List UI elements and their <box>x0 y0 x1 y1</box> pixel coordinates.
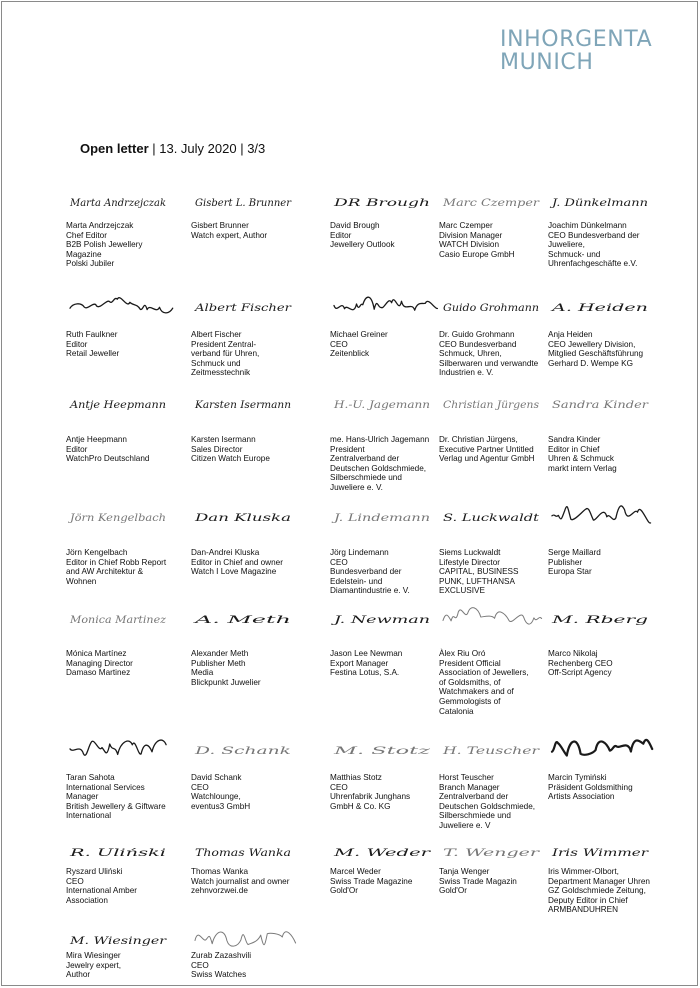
signatory-info <box>330 773 442 811</box>
signatory-entry <box>439 597 551 716</box>
handwritten-signature <box>439 597 549 635</box>
signatory-info <box>439 867 551 896</box>
letter-date: 13. July 2020 <box>159 141 237 156</box>
signatory-entry <box>66 918 178 980</box>
signatory-info <box>66 548 178 586</box>
signature-lettering: Dan Kluska <box>193 513 292 524</box>
signatory-entry <box>330 495 442 596</box>
signatory-info <box>66 435 178 464</box>
signatory-entry <box>330 597 442 678</box>
handwritten-signature <box>191 495 301 533</box>
signatory-details: Managing Director Damaso Martinez <box>66 658 133 678</box>
signature-lettering: M. Weder <box>332 848 433 859</box>
signatory-name: Alexander Meth <box>191 649 249 658</box>
handwritten-signature <box>66 830 176 868</box>
handwritten-signature <box>548 180 658 218</box>
handwritten-signature <box>330 597 440 635</box>
signatory-entry <box>66 382 178 464</box>
signatory-details: Swiss Trade Magazin Gold'Or <box>439 876 517 896</box>
signature-lettering: Guido Grohmann <box>443 303 539 314</box>
signatory-name: Taran Sahota <box>66 773 115 782</box>
signatory-info <box>548 221 660 269</box>
signatory-details: Division Manager WATCH Division Casio Europe GmbH <box>439 230 515 259</box>
signatory-entry <box>191 285 303 378</box>
signatory-details: International Services Manager British Jewellery & Giftware International <box>66 782 166 821</box>
signatory-info <box>548 330 660 368</box>
signatory-info <box>191 548 303 577</box>
signatory-details: Lifestyle Director CAPITAL, BUSINESS PUNK, LUFTHANSA EXCLUSIVE <box>439 557 519 596</box>
signatory-name: David Brough <box>330 221 380 230</box>
signature-lettering: J. Lindemann <box>331 513 430 524</box>
signature-lettering: M. Rberg <box>549 615 648 626</box>
handwritten-signature <box>66 728 176 766</box>
signatory-entry <box>191 597 303 687</box>
signatory-details: President Zentralverband der Deutschen Goldschmiede, Silberschmiede und Juweliere e. V. <box>330 444 427 492</box>
signature-lettering: J. Newman <box>330 615 430 626</box>
signatory-details: Watch expert, Author <box>191 230 268 240</box>
signatory-name: Marc Czemper <box>439 221 493 230</box>
signatory-name: Jason Lee Newman <box>330 649 403 658</box>
signatory-name: Dan-Andrei Kluska <box>191 548 260 557</box>
signature-lettering: Antje Heepmann <box>68 400 166 411</box>
signatory-details: Executive Partner Untitled Verlag und Agentur GmbH <box>439 444 535 464</box>
signatory-info <box>439 435 551 464</box>
signature-stroke <box>443 608 542 625</box>
handwritten-signature <box>191 180 301 218</box>
signature-lettering: T. Wenger <box>443 848 542 859</box>
handwritten-signature <box>548 382 658 420</box>
signatory-info <box>66 330 178 359</box>
signature-lettering: H. Teuscher <box>441 746 541 757</box>
signatory-entry <box>191 180 303 240</box>
signatory-name: Dr. Guido Grohmann <box>439 330 515 339</box>
signatory-info <box>548 548 660 577</box>
signatory-entry <box>439 728 551 831</box>
signature-lettering: H.-U. Jagemann <box>332 400 430 411</box>
handwritten-signature <box>330 728 440 766</box>
handwritten-signature <box>191 597 301 635</box>
signatory-details: CEO Bundesverband der Edelstein- und Diamantindustrie e. V. <box>330 557 410 596</box>
signatory-name: Tanja Wenger <box>439 867 490 876</box>
handwritten-signature <box>439 382 549 420</box>
signatory-entry <box>548 830 660 915</box>
signatory-info <box>330 867 442 896</box>
signatory-details: Branch Manager Zentralverband der Deutschen Goldschmiede, Silberschmiede und Juweliere e. V <box>439 782 536 830</box>
handwritten-signature <box>548 830 658 868</box>
handwritten-signature <box>548 495 658 533</box>
signatory-entry <box>66 830 178 905</box>
signatory-info <box>66 867 178 905</box>
signature-lettering: R. Uliński <box>68 848 166 859</box>
signatory-info <box>191 435 303 464</box>
signatory-details: CEO Uhrenfabrik Junghans GmbH & Co. KG <box>330 782 411 811</box>
handwritten-signature <box>191 728 301 766</box>
signatory-info <box>548 867 660 915</box>
signatory-name: Ryszard Uliński <box>66 867 123 876</box>
signatory-details: CEO Bundesverband der Juweliere, Schmuck- und Uhrenfachgeschäfte e.V. <box>548 230 640 269</box>
signatory-details: Swiss Trade Magazine Gold'Or <box>330 876 413 896</box>
signatory-details: Sales Director Citizen Watch Europe <box>191 444 270 464</box>
signatory-info <box>191 330 303 378</box>
signatory-details: CEO Bundesverband Schmuck, Uhren, Silberwaren und verwandte Industrien e. V. <box>439 339 539 378</box>
signatory-name: Marcin Tymiński <box>548 773 607 782</box>
handwritten-signature <box>439 495 549 533</box>
page-heading: Open letter | 13. July 2020 | 3/3 <box>80 141 266 156</box>
signatory-name: Siems Luckwaldt <box>439 548 501 557</box>
signature-lettering: J. Dünkelmann <box>549 198 648 209</box>
signatory-info <box>330 649 442 678</box>
signatory-info <box>66 773 178 821</box>
signatory-entry <box>330 285 442 359</box>
signature-lettering: Marc Czemper <box>441 198 541 209</box>
signatory-name: Iris Wimmer-Olbort, <box>548 867 619 876</box>
signature-lettering: A. Meth <box>192 615 291 626</box>
handwritten-signature <box>439 285 549 323</box>
logo-line-2: MUNICH <box>500 50 594 75</box>
signatory-name: David Schank <box>191 773 242 782</box>
signature-lettering: Marta Andrzejczak <box>69 198 166 209</box>
handwritten-signature <box>330 382 440 420</box>
handwritten-signature <box>548 728 658 766</box>
signatory-details: President Zentral- verband für Uhren, Schmuck und Zeitmesstechnik <box>191 339 260 378</box>
signatory-entry <box>548 597 660 678</box>
signatory-info <box>191 867 303 896</box>
signatory-details: Publisher Meth Media Blickpunkt Juwelier <box>191 658 261 687</box>
signatory-info <box>439 221 551 259</box>
signatory-details: Präsident Goldsmithing Artists Association <box>548 782 633 802</box>
signatory-info <box>330 221 442 250</box>
page-number: 3/3 <box>247 141 266 156</box>
signature-lettering: Karsten Isermann <box>193 400 291 411</box>
handwritten-signature <box>191 285 301 323</box>
signatory-name: Horst Teuscher <box>439 773 494 782</box>
handwritten-signature <box>439 830 549 868</box>
signatory-details: Editor in Chief Robb Report and AW Architektur & Wohnen <box>66 557 167 586</box>
handwritten-signature <box>191 830 301 868</box>
signatory-name: Ruth Faulkner <box>66 330 118 339</box>
signature-stroke <box>552 740 652 756</box>
signatory-details: CEO Jewellery Division, Mitglied Geschäftsführung Gerhard D. Wempe KG <box>548 339 644 368</box>
signatory-name: Antje Heepmann <box>66 435 127 444</box>
signatory-name: Matthias Stotz <box>330 773 382 782</box>
signature-stroke <box>195 932 296 946</box>
handwritten-signature <box>330 285 440 323</box>
signatory-details: Jewelry expert, Author <box>66 960 122 980</box>
signatory-details: Watch journalist and owner zehnvorzwei.de <box>191 876 290 896</box>
signatory-details: CEO Swiss Watches <box>191 960 247 980</box>
signatory-info <box>191 773 303 811</box>
signatory-details: Editor WatchPro Deutschland <box>66 444 150 464</box>
signatory-entry <box>439 180 551 259</box>
signatory-name: Marco Nikolaj <box>548 649 598 658</box>
signatory-entry <box>191 728 303 811</box>
signature-lettering: Jörn Kengelbach <box>67 513 166 524</box>
handwritten-signature <box>330 180 440 218</box>
handwritten-signature <box>66 285 176 323</box>
signatory-name: Karsten Isermann <box>191 435 256 444</box>
signatory-name: Zurab Zazashvili <box>191 951 252 960</box>
signatory-name: me. Hans-Ulrich Jagemann <box>330 435 430 444</box>
signatory-entry <box>548 285 660 368</box>
signatory-details: Chef Editor B2B Polish Jewellery Magazine Polski Jubiler <box>66 230 143 269</box>
signatory-details: Department Manager Uhren GZ Goldschmiede Zeitung, Deputy Editor in Chief ARMBANDUHREN <box>548 876 650 915</box>
signatory-name: Sandra Kinder <box>548 435 601 444</box>
handwritten-signature <box>66 495 176 533</box>
signatory-info <box>66 221 178 269</box>
handwritten-signature <box>191 382 301 420</box>
signatory-entry <box>66 180 178 269</box>
signature-lettering: D. Schank <box>193 746 291 757</box>
signatory-entry <box>191 830 303 896</box>
signatory-entry <box>66 285 178 359</box>
handwritten-signature <box>439 180 549 218</box>
signatory-entry <box>330 382 442 493</box>
inhorgenta-logo <box>500 28 652 74</box>
signatory-details: Editor Retail Jeweller <box>66 339 120 359</box>
signature-lettering: DR Brough <box>332 198 430 209</box>
handwritten-signature <box>548 285 658 323</box>
letter-title: Open letter <box>80 141 149 156</box>
signature-lettering: A. Heiden <box>550 303 648 314</box>
signatory-entry <box>191 382 303 464</box>
signatory-entry <box>548 382 660 473</box>
signature-lettering: Iris Wimmer <box>550 848 650 859</box>
signatory-details: Editor in Chief and owner Watch I Love Magazine <box>191 557 283 577</box>
signatory-name: Serge Maillard <box>548 548 601 557</box>
signatory-name: Mira Wiesinger <box>66 951 121 960</box>
signature-lettering: Christian Jürgens <box>443 400 539 411</box>
signatory-info <box>191 649 303 687</box>
signature-lettering: Thomas Wanka <box>195 848 292 859</box>
signature-lettering: M. Wiesinger <box>68 936 168 947</box>
signatory-entry <box>439 382 551 464</box>
signatory-info <box>66 649 178 678</box>
signatory-info <box>439 649 551 716</box>
signatory-details: CEO International Amber Association <box>66 876 138 905</box>
signature-stroke <box>70 298 173 313</box>
signatory-entry <box>191 495 303 577</box>
signatory-details: Editor in Chief Uhren & Schmuck markt intern Verlag <box>548 444 617 473</box>
signatory-details: Export Manager Festina Lotus, S.A. <box>330 658 400 678</box>
signature-lettering: Gisbert L. Brunner <box>195 198 293 209</box>
signature-lettering: Albert Fischer <box>193 303 293 314</box>
signatory-entry <box>66 495 178 586</box>
signatory-name: Gisbert Brunner <box>191 221 249 230</box>
signatory-info <box>548 435 660 473</box>
signature-stroke <box>552 506 651 523</box>
signatory-entry <box>548 495 660 577</box>
signatory-entry <box>66 728 178 821</box>
signatory-name: Mónica Martínez <box>66 649 127 658</box>
signatory-name: Joachim Dünkelmann <box>548 221 627 230</box>
signatory-details: President Official Association of Jewellers, of Goldsmiths, of Watchmakers and of Gemmologists of Catalonia <box>439 658 529 716</box>
signatory-details: CEO Zeitenblick <box>330 339 370 359</box>
signatory-info <box>439 773 551 831</box>
signatory-name: Jörn Kengelbach <box>66 548 128 557</box>
handwritten-signature <box>439 728 549 766</box>
signatory-entry <box>330 728 442 811</box>
signatory-info <box>330 548 442 596</box>
signatory-name: Thomas Wanka <box>191 867 249 876</box>
signatory-entry <box>330 830 442 896</box>
signatory-details: Editor Jewellery Outlook <box>330 230 395 250</box>
signatory-entry <box>548 728 660 802</box>
handwritten-signature <box>330 495 440 533</box>
signatory-info <box>66 951 178 980</box>
signatory-name: Albert Fischer <box>191 330 242 339</box>
handwritten-signature <box>66 180 176 218</box>
signatory-entry <box>439 495 551 596</box>
handwritten-signature <box>66 597 176 635</box>
signatory-entry <box>439 285 551 378</box>
signatory-name: Jörg Lindemann <box>330 548 389 557</box>
signature-stroke <box>70 740 166 755</box>
handwritten-signature <box>66 382 176 420</box>
signatory-entry <box>330 180 442 250</box>
signatory-name: Marcel Weder <box>330 867 381 876</box>
signatory-info <box>330 435 442 493</box>
handwritten-signature <box>548 597 658 635</box>
signature-lettering: S. Luckwaldt <box>443 513 541 524</box>
signatory-name: Michael Greiner <box>330 330 388 339</box>
signatory-info <box>191 951 303 980</box>
signatory-name: Dr. Christian Jürgens, <box>439 435 518 444</box>
signatory-info <box>191 221 303 240</box>
signature-lettering: Sandra Kinder <box>552 400 650 411</box>
signatory-details: Publisher Europa Star <box>548 557 592 577</box>
signatory-entry <box>66 597 178 678</box>
signatory-info <box>439 330 551 378</box>
signature-lettering: M. Stotz <box>331 746 432 757</box>
signatory-name: Marta Andrzejczak <box>66 221 134 230</box>
signatory-details: Rechenberg CEO Off-Script Agency <box>548 658 613 678</box>
logo-line-1: INHORGENTA <box>500 27 653 52</box>
signatory-entry <box>439 830 551 896</box>
signatory-info <box>548 649 660 678</box>
signatory-name: Àlex Riu Oró <box>439 649 486 658</box>
signatory-info <box>548 773 660 802</box>
signature-stroke <box>334 297 437 310</box>
signatory-entry <box>191 918 303 980</box>
signatory-info <box>330 330 442 359</box>
signatory-entry <box>548 180 660 269</box>
signatory-details: CEO Watchlounge, eventus3 GmbH <box>191 782 251 811</box>
signature-lettering: Monica Martinez <box>68 615 167 626</box>
handwritten-signature <box>330 830 440 868</box>
signatory-name: Anja Heiden <box>548 330 593 339</box>
signatory-info <box>439 548 551 596</box>
